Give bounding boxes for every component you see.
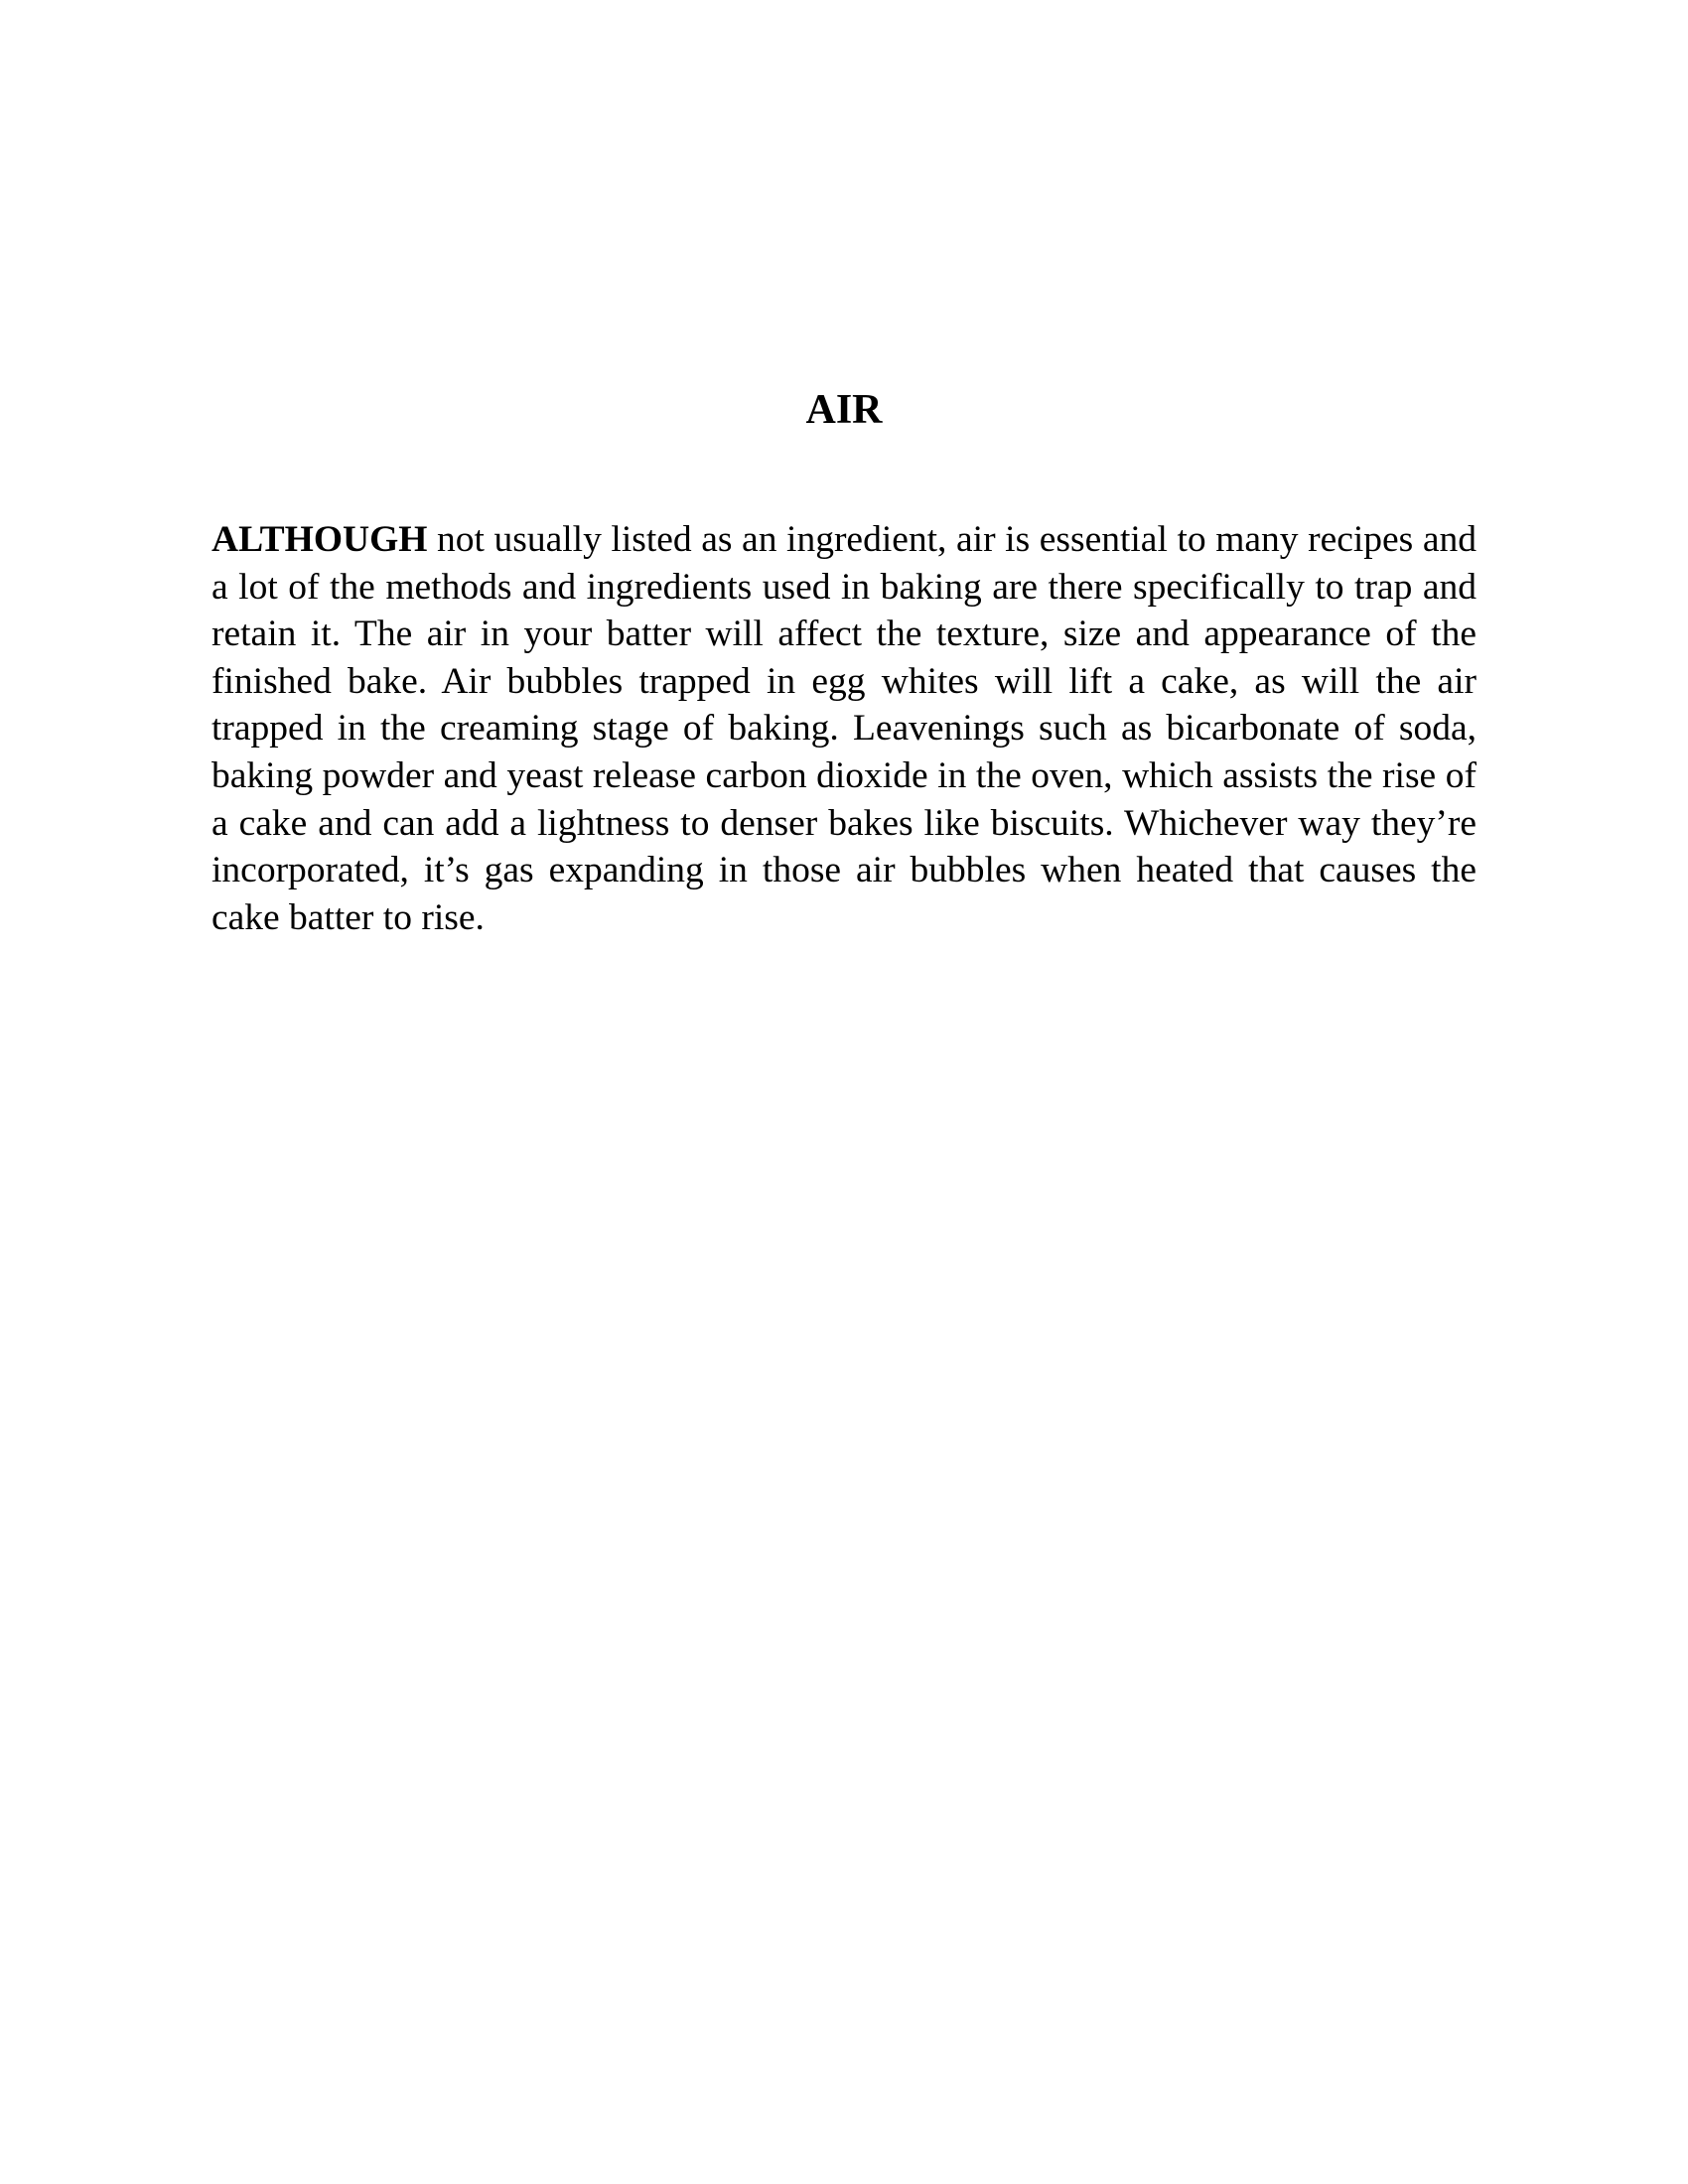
paragraph-text: not usually listed as an ingredient, air is essential to many recipes and a lot of the methods and ingredients used in baking are there specifically to trap and retain it. The air in your batter will affect the texture, size and appearance of the finished bake. Air bubbles trapped in egg whites will lift a cake, as will the air trapped in the creaming stage of baking. Leavenings such as bicarbonate of soda, baking powder and yeast release carbon dioxide in the oven, which assists the rise of a cake and can add a lightness to denser bakes like biscuits. Whichever way they’re incorporated, it’s gas expanding in those air bubbles when heated that causes the cake batter to rise. bbox=[211, 519, 1477, 938]
chapter-title: AIR bbox=[805, 387, 883, 433]
lead-word: ALTHOUGH bbox=[211, 519, 428, 560]
body-paragraph bbox=[211, 516, 1477, 941]
